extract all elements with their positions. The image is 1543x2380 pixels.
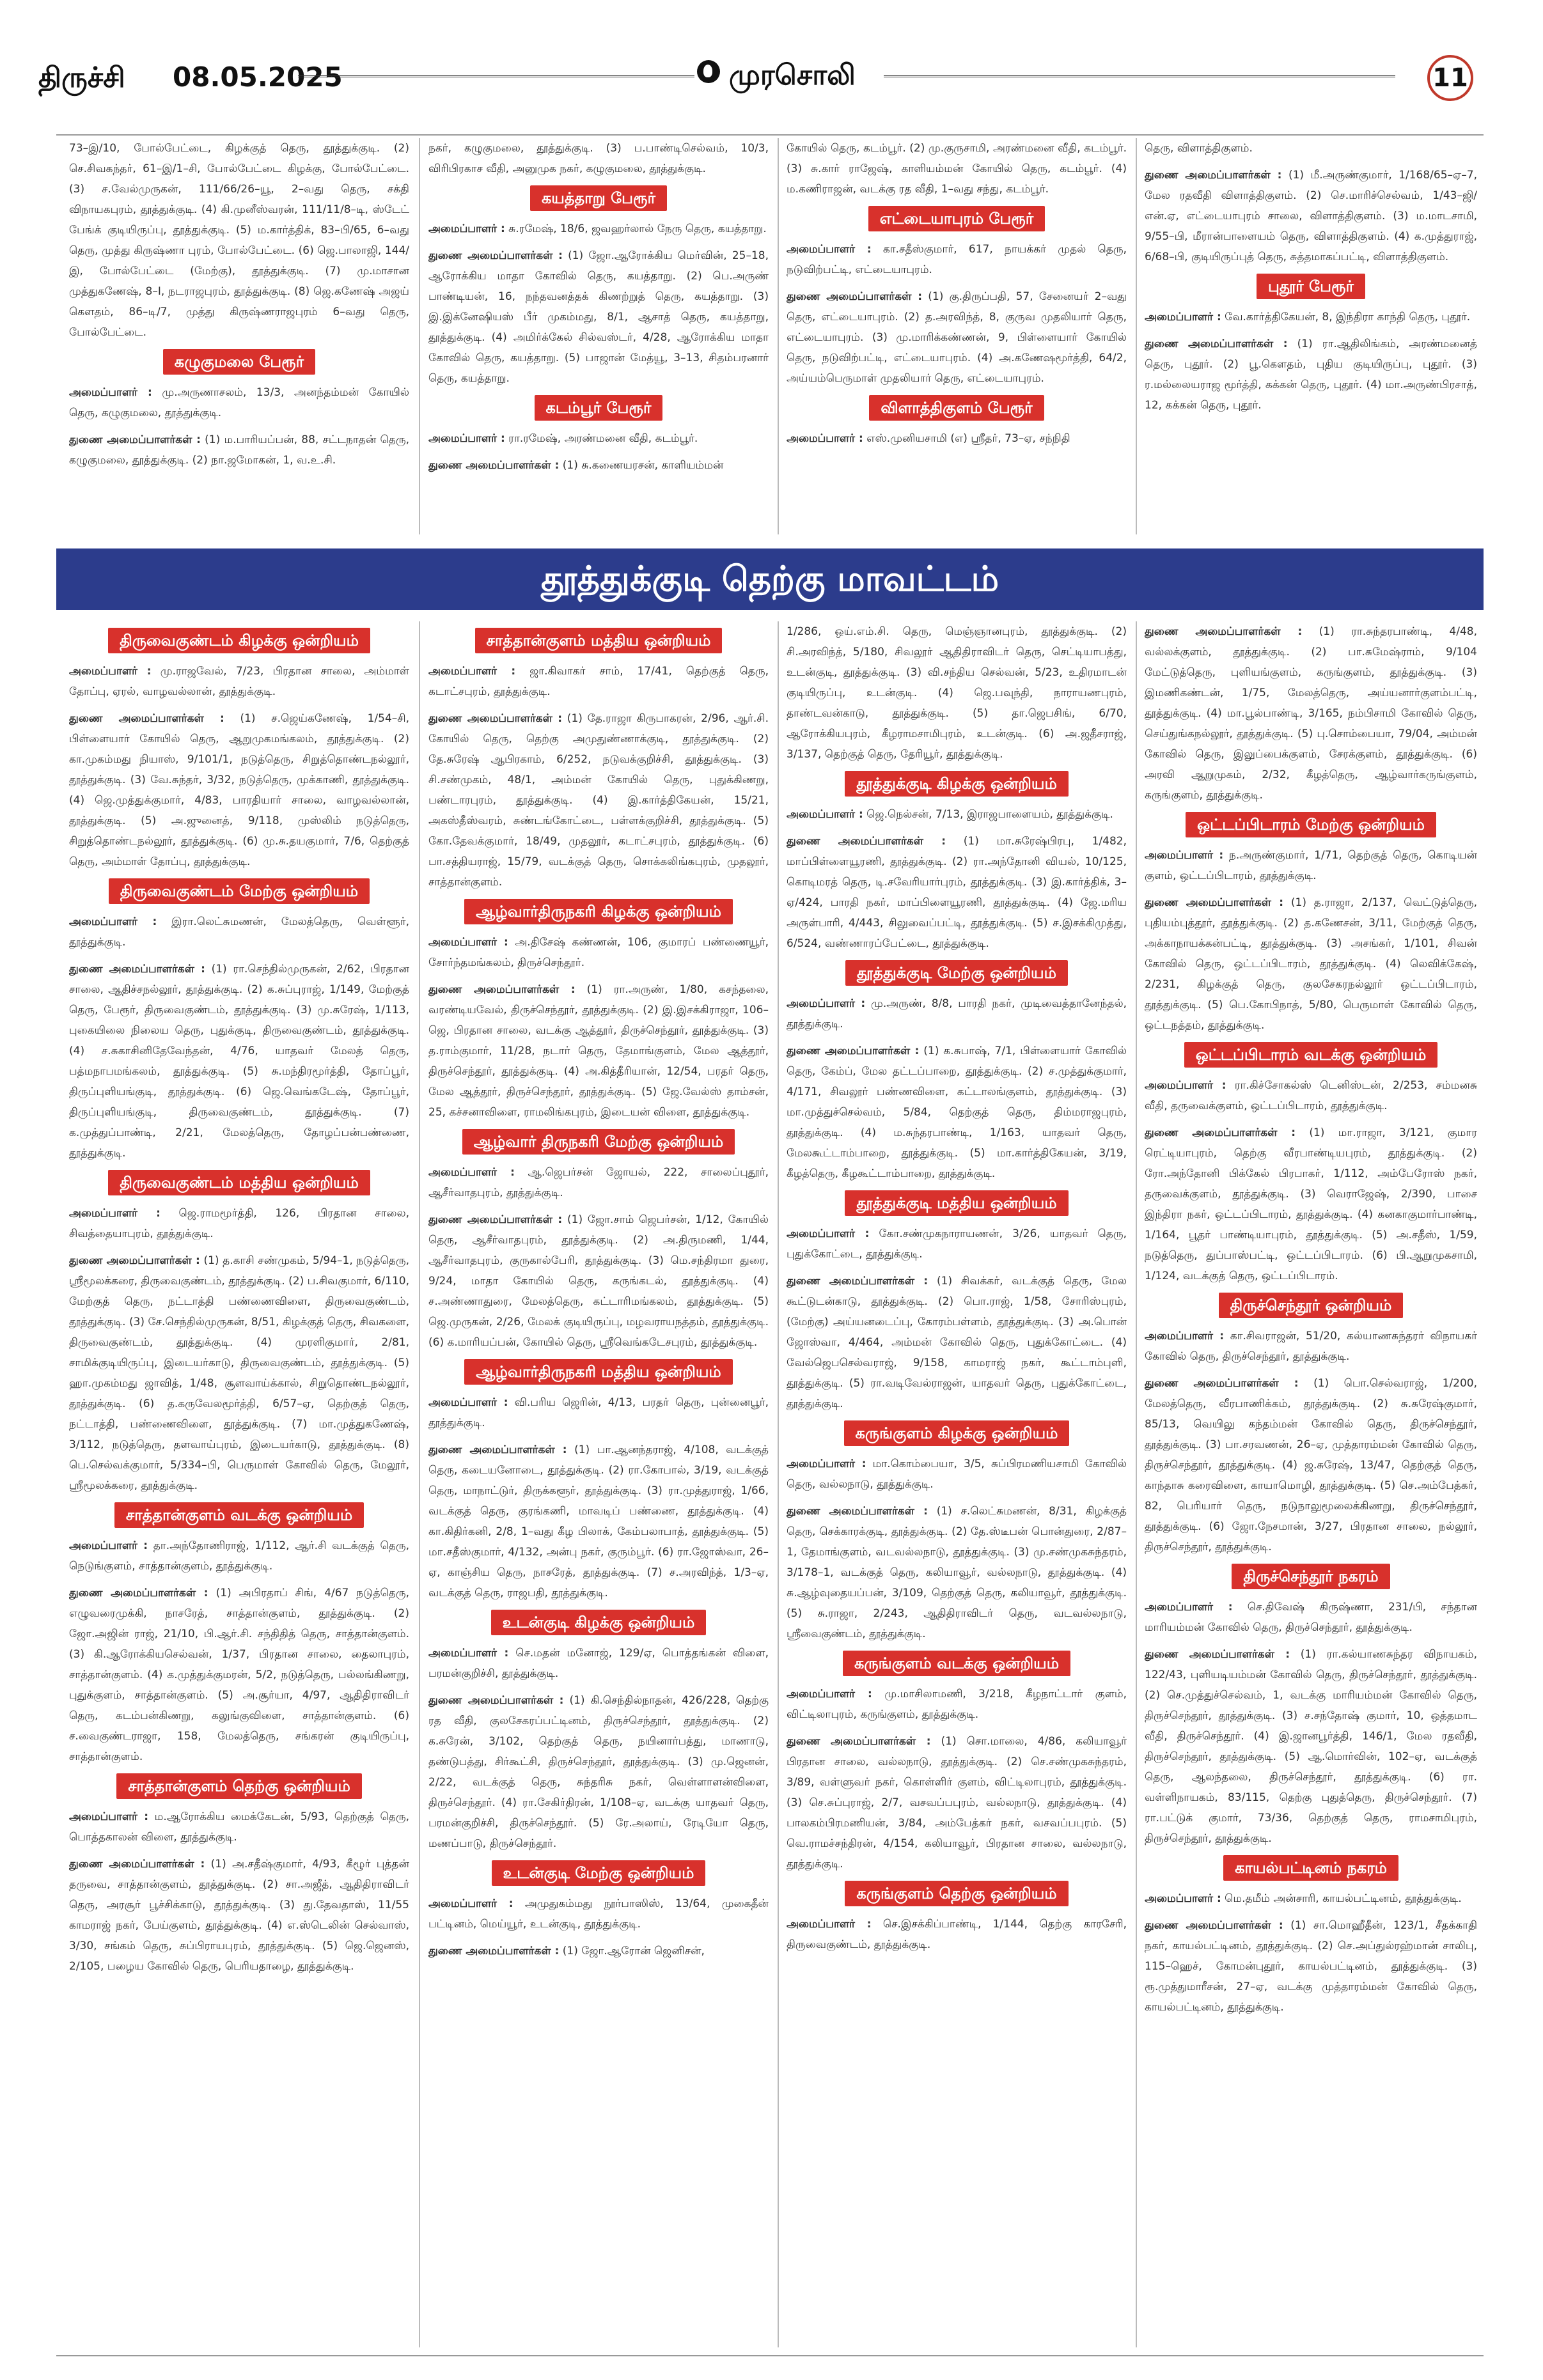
section-heading: தூத்துக்குடி மேற்கு ஒன்றியம் (845, 960, 1068, 986)
newspaper-name: முரசொலி (729, 59, 856, 91)
section-heading: திருவைகுண்டம் மத்திய ஒன்றியம் (108, 1170, 370, 1195)
role-label: துணை அமைப்பாளர்கள் : (1145, 896, 1284, 909)
role-label: துணை அமைப்பாளர்கள் : (787, 1275, 928, 1287)
article-paragraph (787, 1454, 1127, 1495)
paragraph-text: ஜா.கிவாகர் சாம், 17/41, தெற்குத் தெரு, கடாட்சபுரம், தூத்துக்குடி. (428, 665, 769, 698)
article-paragraph (428, 138, 769, 179)
article-paragraph (1145, 1373, 1477, 1557)
role-label: அமைப்பாளர் : (787, 243, 872, 256)
article-paragraph (787, 239, 1127, 280)
role-label: துணை அமைப்பாளர்கள் : (787, 1505, 928, 1518)
role-label: துணை அமைப்பாளர்கள் : (1145, 1648, 1290, 1661)
article-paragraph (787, 1684, 1127, 1725)
paragraph-text: (1) த.ராஜா, 2/137, வெட்டுத்தெரு, புதியம்புத்தூர், தூத்துக்குடி. (2) த.கணேசன், 3/11, மேற்குத் தெரு, அக்காநாயக்கன்பட்டி, தூத்துக்குடி. (3) அசங்கர், 1/101, சிவன் கோவில் தெரு, ஒட்டப்பிடாரம், தூத்துக்குடி. (4) லெவிக்கேஷ், 2/231, கிழக்குத் தெரு, குலசேகரநல்லூர் ஒட்டப்பிடாரம், தூத்துக்குடி. (5) பெ.கோபிநாத், 5/80, பெருமாள் கோவில் தெரு, ஒட்டநத்தம், தூத்துக்குடி. (1145, 896, 1477, 1032)
section-heading: எட்டையாபுரம் பேரூர் (868, 206, 1046, 231)
article-paragraph (1145, 165, 1477, 267)
top-rule (56, 134, 1484, 136)
article-paragraph (428, 1941, 769, 1961)
section-heading: கழுகுமலை பேரூர் (163, 349, 315, 375)
paragraph-text: (1) சா.மொஹீதீன், 123/1, சீதக்காதி நகர், காயல்பட்டினம், தூத்துக்குடி. (2) செ.அப்துல்ரஹ்மான் சாலிபு, 115–ஹெச், கோமன்புதூர், காயல்பட்டினம், தூத்துக்குடி. (3) ரூ.முத்துமாரீசன், 27–ஏ, வடக்கு முத்தாரம்மன் கோவில் தெரு, காயல்பட்டினம், தூத்துக்குடி. (1145, 1919, 1477, 2014)
top-column-3 (787, 138, 1127, 534)
article-paragraph (428, 1643, 769, 1684)
paragraph-text: இரா.லெட்சுமணன், மேலத்தெரு, வெள்ளூர், தூத்துக்குடி. (69, 915, 409, 949)
paragraph-text: (1) த.காசி சண்முகம், 5/94–1, நடுத்தெரு, ஸ்ரீமூலக்கரை, திருவைகுண்டம், தூத்துக்குடி. (2) ப.சிவகுமார், 6/110, மேற்குத் தெரு, நட்டாத்தி பண்ணைவிளை, திருவைகுண்டம், தூத்துக்குடி. (3) சே.செந்தில்முருகன், 8/51, கிழக்குத் தெரு, சிவகளை, திருவைகுண்டம், தூத்துக்குடி. (4) முரளிகுமார், 2/81, சாமிக்குடியிருப்பு, இடையர்காடு, திருவைகுண்டம், தூத்துக்குடி. (5) ஹா.முகம்மது ஜாவித், 1/48, சூளவாய்க்கால், சிறுதொண்டநல்லூர், தூத்துக்குடி. (6) த.கருவேலமூர்த்தி, 6/57–ஏ, தெற்குத் தெரு, நட்டாத்தி, பண்ணைவிளை, தூத்துக்குடி. (7) மா.முத்துகணேஷ், 3/112, நடுத்தெரு, தளவாய்புரம், இடையர்காடு, தூத்துக்குடி. (8) பெ.செல்வக்குமார், 5/334–பி, பெருமாள் கோவில் தெரு, மேலூர், ஸ்ரீமூலக்கரை, தூத்துக்குடி. (69, 1254, 409, 1492)
article-paragraph (1145, 1123, 1477, 1286)
masthead (0, 0, 1543, 115)
column-divider (778, 138, 779, 534)
article-paragraph (1145, 334, 1477, 416)
column-divider (778, 621, 779, 2347)
role-label: அமைப்பாளர் : (787, 1227, 870, 1240)
article-paragraph (428, 979, 769, 1123)
bottom-column-4 (1145, 621, 1477, 2347)
article-paragraph (69, 1203, 409, 1244)
article-paragraph (787, 1914, 1127, 1955)
article-paragraph (69, 912, 409, 953)
section-heading: உடன்குடி கிழக்கு ஒன்றியம் (491, 1610, 707, 1635)
role-label: துணை அமைப்பாளர்கள் : (69, 433, 201, 446)
role-label: துணை அமைப்பாளர்கள் : (428, 712, 563, 725)
paragraph-text: (1) கு.திருப்பதி, 57, சேனையர் 2–வது தெரு, எட்டையாபுரம். (2) த.அரவிந்த், 8, குருவ முதலியார் தெரு, எட்டையாபுரம். (3) மு.மாரிக்கண்ணன், 9, பிள்ளையார் கோயில் தெரு, நடுவிற்பட்டி, எட்டையாபுரம். (4) அ.கணேஷமூர்த்தி, 64/2, அய்யம்பெருமாள் முதலியார் தெரு, எட்டையாபுரம். (787, 290, 1127, 385)
paragraph-text: ரா.கிச்சோகல்ஸ் டெனிஸ்டன், 2/253, சம்மனசு வீதி, தருவைக்குளம், ஒட்டப்பிடாரம், தூத்துக்குடி. (1145, 1079, 1477, 1112)
role-label: அமைப்பாளர் : (428, 1897, 513, 1910)
role-label: அமைப்பாளர் : (69, 1539, 148, 1552)
paragraph-text: கோயில் தெரு, கடம்பூர். (2) மு.குருசாமி, அரண்மனை வீதி, கடம்பூர். (3) சு.கார் ராஜேஷ், காளியம்மன் கோயில் தெரு, கடம்பூர். (4) ம.கணிராஜன், வடக்கு ரத வீதி, 1–வது சந்து, கடம்பூர். (787, 142, 1127, 196)
article-paragraph (1145, 1915, 1477, 2018)
masthead-rule-left (298, 75, 694, 81)
edition-date: 08.05.2025 (173, 61, 343, 93)
role-label: துணை அமைப்பாளர்கள் : (428, 983, 576, 996)
section-heading: தூத்துக்குடி கிழக்கு ஒன்றியம் (845, 771, 1069, 797)
horse-logo-icon (697, 60, 720, 83)
role-label: அமைப்பாளர் : (1145, 1330, 1225, 1342)
paragraph-text: (1) ச.ஜெய்கணேஷ், 1/54–சி, பிள்ளையார் கோயில் தெரு, ஆறுமுகமங்கலம், தூத்துக்குடி. (2) கா.முகம்மது நியாஸ், 9/101/1, நடுத்தெரு, சிறுத்தொண்டநல்லூர், தூத்துக்குடி. (3) வே.சுந்தர், 3/32, நடுத்தெரு, முக்காணி, தூத்துக்குடி. (4) ஜெ.முத்துக்குமார், 4/83, பாரதியார் சாலை, வாழவல்லான், தூத்துக்குடி. (5) அ.ஜுனைத், 9/118, முஸ்லிம் நடுத்தெரு, சிறுத்தொண்டநல்லூர், தூத்துக்குடி. (6) மு.சு.தயகுமார், 7/6, தெற்குத் தெரு, அம்மாள் தோப்பு, தூத்துக்குடி. (69, 712, 409, 868)
role-label: துணை அமைப்பாளர்கள் : (1145, 1919, 1283, 1932)
article-paragraph (787, 1731, 1127, 1874)
paragraph-text: ம.ஆரோக்கிய மைக்கேடன், 5/93, தெற்குத் தெரு, பொத்தகாலன் விளை, தூத்துக்குடி. (69, 1810, 409, 1844)
paragraph-text: (1) ஜோ.ஆரோன் ஜெனிசன், (559, 1945, 705, 1957)
role-label: அமைப்பாளர் : (428, 432, 505, 445)
bottom-rule (56, 2355, 1484, 2356)
bottom-column-3 (787, 621, 1127, 2347)
column-divider (419, 621, 420, 2347)
district-banner (56, 548, 1484, 610)
section-heading: ஒட்டப்பிடாரம் வடக்கு ஒன்றியம் (1184, 1042, 1438, 1068)
section-heading: சாத்தான்குளம் தெற்கு ஒன்றியம் (116, 1773, 362, 1799)
paragraph-text: மு.அருண், 8/8, பாரதி நகர், முடிவைத்தானேந்தல், தூத்துக்குடி. (787, 997, 1127, 1031)
paragraph-text: மு.மாசிலாமணி, 3/218, கீழநாட்டார் குளம், விட்டிலாபுரம், கருங்குளம், தூத்துக்குடி. (787, 1688, 1127, 1721)
article-paragraph (69, 1536, 409, 1576)
role-label: துணை அமைப்பாளர்கள் : (787, 1735, 931, 1748)
paragraph-text: சு.ரமேஷ், 18/6, ஜவஹர்லால் நேரு தெரு, கயத்தாறு. (505, 222, 767, 235)
article-paragraph (1145, 1075, 1477, 1116)
top-column-2 (428, 138, 769, 534)
paragraph-text: ஆ.ஜெபர்சன் ஜோயல், 222, சாலைப்புதூர், ஆசீர்வாதபுரம், தூத்துக்குடி. (428, 1166, 769, 1199)
article-paragraph (69, 1807, 409, 1847)
role-label: துணை அமைப்பாளர்கள் : (1145, 625, 1303, 638)
article-paragraph (69, 1854, 409, 1977)
article-paragraph (428, 708, 769, 892)
paragraph-text: (1) அ.சதீஷ்குமார், 4/93, கீழூர் புத்தன் தருவை, சாத்தான்குளம், தூத்துக்குடி. (2) சா.அஜீத், ஆதிதிராவிடர் தெரு, அரசூர் பூச்சிக்காடு, தூத்துக்குடி. (3) து.தேவதாஸ், 11/55 காமராஜ் நகர், பேய்குளம், தூத்துக்குடி. (4) எ.ஸ்டெலின் செல்வாஸ், 3/30, சங்கம் தெரு, சுப்பிராயபுரம், தூத்துக்குடி. (5) ஜெ.ஜெனஸ், 2/105, பழைய கோவில் தெரு, பெரியதாழை, தூத்துக்குடி. (69, 1858, 409, 1973)
role-label: துணை அமைப்பாளர்கள் : (1145, 1126, 1296, 1139)
section-heading: ஆழ்வார் திருநகரி மேற்கு ஒன்றியம் (462, 1129, 735, 1155)
section-heading: சாத்தான்குளம் மத்திய ஒன்றியம் (475, 628, 723, 653)
role-label: துணை அமைப்பாளர்கள் : (1145, 169, 1282, 182)
paragraph-text: வி.பரிய ஜெரின், 4/13, பரதர் தெரு, புன்னைபூர், தூத்துக்குடி. (428, 1396, 769, 1429)
edition-city: திருச்சி (38, 61, 125, 94)
paragraph-text: (1) சிவக்கர், வடக்குத் தெரு, மேல கூட்டுடன்காடு, தூத்துக்குடி. (2) பொ.ராஜ், 1/58, சோரிஸ்புரம், (மேற்கு) அய்யனடைப்பு, கோரம்பள்ளம், தூத்துக்குடி. (3) அ.பொன் ஜோஸ்வா, 4/464, அம்மன் கோவில் தெரு, புதுக்கோட்டை. (4) வேல்ஜெபசெல்வராஜ், 9/158, காமராஜ் நகர், கூட்டாம்புளி, தூத்துக்குடி. (5) ரா.வடிவேல்ராஜன், யாதவர் தெரு, புதுக்கோட்டை, தூத்துக்குடி. (787, 1275, 1127, 1410)
article-paragraph (428, 455, 769, 476)
section-heading: காயல்பட்டினம் நகரம் (1223, 1855, 1398, 1881)
role-label: அமைப்பாளர் : (428, 1647, 509, 1660)
article-paragraph (69, 661, 409, 702)
role-label: அமைப்பாளர் : (1145, 1892, 1221, 1905)
paragraph-text: (1) சொ.மாலை, 4/86, கலியாவூர் பிரதான சாலை, வல்லநாடு, தூத்துக்குடி. (2) செ.சண்முகசுந்தரம், 3/89, வள்ளுவர் நகர், கொள்ளிர் குளம், விட்டிலாபுரம், தூத்துக்குடி. (3) செ.சுப்புராஜ், 2/7, வசவப்பபுரம், வல்லநாடு, தூத்துக்குடி. (4) பாலகம்பிரமணியன், 3/84, அம்பேத்கர் நகர், வசவப்பபுரம். (5) வெ.ராமச்சந்திரன், 4/154, கலியாவூர், பிரதான சாலை, வல்லநாடு, தூத்துக்குடி. (787, 1735, 1127, 1871)
paragraph-text: (1) கி.செந்தில்நாதன், 426/228, தெற்கு ரத வீதி, குலசேகரப்பட்டினம், திருச்செந்தூர், தூத்துக்குடி. (2) க.சுரேன், 3/102, தெற்குத் தெரு, நயினார்பத்து, மாணாடு, தண்டுபத்து, சிர்கூட்சி, திருச்செந்தூர், தூத்துக்குடி. (3) மு.ஜெனன், 2/22, வடக்குத் தெரு, சுந்தரிசு நகர், வெள்ளாளன்விளை, திருச்செந்தூர். (4) ரா.சேகிர்திரன், 1/108–ஏ, வடக்கு யாதவர் தெரு, பரமன்குறிச்சி, திருச்செந்தூர். (5) ரே.அலாய், ரேடியோ தெரு, மணப்பாடு, திருச்செந்தூர். (428, 1694, 769, 1850)
article-paragraph (69, 430, 409, 471)
article-paragraph (1145, 845, 1477, 886)
column-divider (1136, 621, 1137, 2347)
paragraph-text: தெரு, விளாத்திகுளம். (1145, 142, 1253, 155)
role-label: துணை அமைப்பாளர்கள் : (787, 835, 946, 848)
article-paragraph (428, 1392, 769, 1433)
article-paragraph (428, 1690, 769, 1854)
article-paragraph (787, 286, 1127, 389)
role-label: அமைப்பாளர் : (69, 1207, 161, 1220)
paragraph-text: (1) ச.லெட்சுமணன், 8/31, கிழக்குத் தெரு, செக்காரக்குடி, தூத்துக்குடி. (2) தே.ஸ்டீபன் பொன்துரை, 2/87–1, தேமாங்குளம், வடவல்லநாடு, தூத்துக்குடி. (3) மு.சண்முகசுந்தரம், 3/178–1, வடக்குத் தெரு, கலியாவூர், வல்லநாடு, தூத்துக்குடி. (4) சு.ஆழ்வுதையப்பன், 3/109, தெற்குத் தெரு, கலியாவூர், தூத்துக்குடி. (5) சு.ராஜா, 2/243, ஆதிதிராவிடர் தெரு, வடவல்லநாடு, ஸ்ரீவைகுண்டம், தூத்துக்குடி. (787, 1505, 1127, 1640)
section-heading: திருச்செந்தூர் நகரம் (1232, 1564, 1390, 1589)
paragraph-text: (1) ம.பாரியப்பன், 88, சட்டநாதன் தெரு, கழுகுமலை, தூத்துக்குடி. (2) நா.ஜமோகன், 1, வ.உ.சி. (69, 433, 409, 467)
section-heading: விளாத்திகுளம் பேரூர் (869, 395, 1044, 421)
role-label: அமைப்பாளர் : (1145, 1079, 1226, 1092)
bottom-column-1 (69, 621, 409, 2347)
paragraph-text: (1) பா.ஆனந்தராஜ், 4/108, வடக்குத் தெரு, கடையனோடை, தூத்துக்குடி. (2) ரா.கோபால், 3/19, வடக்குத் தெரு, மாநாட்டுர், திருக்களூர், தூத்துக்குடி. (3) ரா.முத்துராஜ், 1/66, வடக்குத் தெரு, குரங்கணி, மாவடிப் பண்ணை, தூத்துக்குடி. (4) கா.கிதிர்கனி, 2/8, 1–வது கீழ பிலாக், கேம்பலாபாத், தூத்துக்குடி. (5) மா.சதீஸ்குமார், 4/132, அன்பு நகர், குரும்பூர். (6) ரா.ஜோஸ்வா, 26–ஏ, காஞ்சிய தெரு, நாசரேத், தூத்துக்குடி. (7) ச.அரவிந்த், 1/3–ஏ, வடக்குத் தெரு, ராஜபதி, தூத்துக்குடி. (428, 1443, 769, 1599)
article-paragraph (1145, 1326, 1477, 1367)
role-label: துணை அமைப்பாளர்கள் : (69, 1858, 205, 1871)
district-title: தூத்துக்குடி தெற்கு மாவட்டம் (540, 559, 999, 599)
bottom-column-2 (428, 621, 769, 2347)
article-paragraph (787, 1041, 1127, 1184)
paragraph-text: (1) ரா.செந்தில்முருகன், 2/62, பிரதான சாலை, ஆதிச்சநல்லூர், தூத்துக்குடி. (2) க.சுப்புராஜ், 1/149, மேற்குத் தெரு, பேரூர், திருவைகுண்டம், தூத்துக்குடி. (3) மு.சுரேஷ், 1/113, புகையிலை நிலைய தெரு, புதுக்குடி, திருவைகுண்டம், தூத்துக்குடி. (4) ச.சுகாசினிதேவேந்தன், 4/76, யாதவர் மேலத் தெரு, பத்மநாபமங்கலம், தூத்துக்குடி. (5) சு.மந்திரமூர்த்தி, தோப்பூர், திருப்புளியங்குடி, தூத்துக்குடி. (6) ஜெ.வெங்கடேஷ், தோப்பூர், திருப்புளியங்குடி, திருவைகுண்டம், தூத்துக்குடி. (7) க.முத்துப்பாண்டி, 2/21, மேலத்தெரு, தோழப்பன்பண்ணை, தூத்துக்குடி. (69, 963, 409, 1160)
role-label: துணை அமைப்பாளர்கள் : (428, 249, 563, 262)
section-heading: கடம்பூர் பேரூர் (535, 395, 663, 421)
role-label: அமைப்பாளர் : (787, 1688, 872, 1700)
paragraph-text: (1) அபிரதாப் சிங், 4/67 நடுத்தெரு, எழுவரைமுக்கி, நாசரேத், சாத்தான்குளம், தூத்துக்குடி. (2) ஜோ.அஜின் ராஜ், 21/10, பி.ஆர்.சி. சந்திதித் தெரு, சாத்தான்குளம். (3) கி.ஆரோக்கியசெல்வன், 1/37, பிரதான சாலை, தைலாபுரம், சாத்தான்குளம். (4) க.முத்துக்குமரன், 5/2, நடுத்தெரு, பல்லங்கிணறு, புதுக்குளம், சாத்தான்குளம். (5) அ.சூர்யா, 4/97, ஆதிதிராவிடர் தெரு, கடம்பன்கிணறு, கலுங்குவிளை, சாத்தான்குளம். (6) ச.வைகுண்டராஜா, 158, மேலத்தெரு, சங்கரன் குடியிருப்பு, சாத்தான்குளம். (69, 1587, 409, 1763)
paragraph-text: (1) ஜோ.ஆரோக்கிய மெர்வின், 25–18, ஆரோக்கிய மாதா கோவில் தெரு, கயத்தாறு. (2) பெ.அருண் பாண்டியன், 16, நந்தவனத்தக் கிணற்றுத் தெரு, கயத்தாறு. (3) இ.இக்னேஷியஸ் பீர் முகம்மது, 8/1, ஆசாத் தெரு, கயத்தாறு, தூத்துக்குடி. (4) அமிர்க்கேல் சில்வஸ்டர், 4/28, ஆரோக்கிய மாதா கோவில் தெரு, கயத்தாறு. (5) பாஜான் மேத்யூ, 3–13, சிதம்பரனார் தெரு, கயத்தாறு. (428, 249, 769, 385)
role-label: அமைப்பாளர் : (1145, 311, 1221, 323)
role-label: அமைப்பாளர் : (69, 1810, 149, 1823)
section-heading: புதூர் பேரூர் (1257, 274, 1365, 299)
paragraph-text: தா.அந்தோணிராஜ், 1/112, ஆர்.சி வடக்குத் தெரு, நெடுங்குளம், சாத்தான்குளம், தூத்துக்குடி. (69, 1539, 409, 1573)
paragraph-text: (1) பொ.செல்வராஜ், 1/200, மேலத்தெரு, வீரபாணிக்கம், தூத்துக்குடி. (2) சு.சுரேஷ்குமார், 85/13, வெயிலு கந்தம்மன் கோவில் தெரு, திருச்செந்தூர், தூத்துக்குடி. (3) பா.சரவணன், 26–ஏ, முத்தாரம்மன் கோவில் தெரு, திருச்செந்தூர், தூத்துக்குடி. (4) ஜ.சுரேஷ், 13/47, தெற்குத் தெரு, காந்தாசு கரைவிளை, காயாமொழி, தூத்துக்குடி. (5) செ.அம்பேத்கர், 82, பெரியார் தெரு, நடுநாலுமூலைக்கிணறு, திருச்செந்தூர், தூத்துக்குடி. (6) ஜோ.நேசமான், 3/27, பிரதான சாலை, நல்லூர், திருச்செந்தூர், தூத்துக்குடி. (1145, 1377, 1477, 1553)
role-label: துணை அமைப்பாளர்கள் : (69, 1254, 200, 1267)
role-label: துணை அமைப்பாளர்கள் : (428, 1213, 563, 1226)
paragraph-text: அமுதுகம்மது நூர்பாஸிஸ், 13/64, முகைதீன் பட்டினம், மெய்யூர், உடன்குடி, தூத்துக்குடி. (428, 1897, 769, 1931)
role-label: அமைப்பாளர் : (428, 1396, 508, 1409)
article-paragraph (428, 1440, 769, 1603)
role-label: துணை அமைப்பாளர்கள் : (428, 1945, 560, 1957)
paragraph-text: (1) ரா.சுந்தரபாண்டி, 4/48, வல்லக்குளம், தூத்துக்குடி. (2) பா.சுமேஷ்ராம், 9/104 மேட்டுத்தெரு, புளியங்குளம், கருங்குளம், தூத்துக்குடி. (3) இமணிகண்டன், 1/75, மேலத்தெரு, அய்யனார்குளம்பட்டி, தூத்துக்குடி. (4) மா.பூல்பாண்டி, 3/165, நம்பிசாமி கோவில் தெரு, செய்துங்கநல்லூர், தூத்துக்குடி. (5) பு.சொம்பையா, 79/04, அம்மன் கோவில் தெரு, இலுப்பைக்குளம், சேரக்குளம், தூத்துக்குடி. (6) அரவி ஆறுமுகம், 2/32, கீழத்தெரு, ஆழ்வார்கருங்குளம், கருங்குளம், தூத்துக்குடி. (1145, 625, 1477, 802)
article-paragraph (1145, 1644, 1477, 1849)
paragraph-text: வே.கார்த்திகேயன், 8, இந்திரா காந்தி தெரு, புதூர். (1221, 311, 1471, 323)
paragraph-text: மா.கொம்பையா, 3/5, சுப்பிரமணியசாமி கோவில் தெரு, வல்லநாடு, தூத்துக்குடி. (787, 1458, 1127, 1491)
article-paragraph (69, 382, 409, 423)
role-label: அமைப்பாளர் : (1145, 1601, 1233, 1614)
section-heading: கருங்குளம் கிழக்கு ஒன்றியம் (844, 1420, 1070, 1446)
paragraph-text: ரா.ரமேஷ், அரண்மனை வீதி, கடம்பூர். (505, 432, 698, 445)
article-paragraph (787, 1501, 1127, 1644)
paragraph-text: (1) ரா.ஆதிலிங்கம், அரண்மனைத் தெரு, புதூர். (2) பூ.கௌதம், புதிய குடியிருப்பு, புதூர். (3) ர.மல்லையராஜ மூர்த்தி, கக்கன் தெரு, புதூர். (4) மா.அருண்பிரசாத், 12, கக்கன் தெரு, புதூர். (1145, 338, 1477, 412)
section-heading: கருங்குளம் தெற்கு ஒன்றியம் (845, 1881, 1068, 1906)
paragraph-text: (1) க.சுபாஷ், 7/1, பிள்ளையார் கோவில் தெரு, கேம்ப், மேல தட்டப்பாறை, தூத்துக்குடி. (2) ச.முத்துக்குமார், 4/171, சிவலூர் பண்ணவிளை, கட்டாலங்குளம், தூத்துக்குடி. (3) மா.முத்துச்செல்வம், 5/84, தெற்குத் தெரு, திம்மராஜபுரம், தூத்துக்குடி. (4) ம.சுந்தரபாண்டி, 1/163, யாதவர் தெரு, மேலகூட்டாம்பாறை, தூத்துக்குடி. (5) மா.கார்த்திகேயன், 3/19, கீழத்தெரு, கீழகூட்டாம்பாறை, தூத்துக்குடி. (787, 1045, 1127, 1180)
paragraph-text: மெ.தமீம் அன்சாரி, காயல்பட்டினம், தூத்துக்குடி. (1221, 1892, 1462, 1905)
article-paragraph (69, 959, 409, 1163)
article-paragraph (787, 831, 1127, 954)
section-heading: ஒட்டப்பிடாரம் மேற்கு ஒன்றியம் (1186, 812, 1436, 837)
article-paragraph (787, 428, 1127, 449)
paragraph-text: நகர், கழுகுமலை, தூத்துக்குடி. (3) ப.பாண்டிசெல்வம், 10/3, விரிபிரகாச வீதி, அனுமுக நகர், கழுகுமலை, தூத்துக்குடி. (428, 142, 769, 175)
role-label: அமைப்பாளர் : (1145, 849, 1224, 862)
paragraph-text: (1) தே.ராஜா கிருபாகரன், 2/96, ஆர்.சி. கோயில் தெரு, தெற்கு அமுதுண்ணாக்குடி, தூத்துக்குடி. (2) தே.சுரேஷ் ஆபிரகாம், 6/252, நடுவக்குறிச்சி, தூத்துக்குடி. (3) சி.சண்முகம், 48/1, அம்மன் கோயில் தெரு, புதுக்கிணறு, பண்டாரபுரம், தூத்துக்குடி. (4) இ.கார்த்திகேயன், 15/21, அகஸ்தீஸ்வரம், சுண்டங்கோட்டை, பள்ளக்குறிச்சி, தூத்துக்குடி. (5) கோ.தேவக்குமார், 18/49, முதலூர், கடாட்சபுரம், தூத்துக்குடி. (6) பா.சத்தியராஜ், 15/79, வடக்குத் தெரு, சொக்கலிங்கபுரம், முதலூர், சாத்தான்குளம். (428, 712, 769, 889)
paragraph-text: (1) சு.கணையரசன், காளியம்மன் (559, 459, 724, 472)
section-heading: திருவைகுண்டம் கிழக்கு ஒன்றியம் (108, 628, 370, 653)
section-heading: ஆழ்வார்திருநகரி மத்திய ஒன்றியம் (464, 1359, 732, 1385)
article-paragraph (1145, 1597, 1477, 1638)
article-paragraph (1145, 621, 1477, 805)
role-label: அமைப்பாளர் : (428, 222, 505, 235)
role-label: அமைப்பாளர் : (69, 915, 157, 928)
role-label: அமைப்பாளர் : (428, 1166, 515, 1179)
article-paragraph (69, 708, 409, 872)
article-paragraph (787, 804, 1127, 825)
article-paragraph (787, 1271, 1127, 1414)
paragraph-text: கா.சதீஸ்குமார், 617, நாயக்கர் முதல் தெரு, நடுவிற்பட்டி, எட்டையாபுரம். (787, 243, 1127, 276)
paragraph-text: செ.இசக்கிப்பாண்டி, 1/144, தெற்கு காரசேரி, திருவைகுண்டம், தூத்துக்குடி. (787, 1918, 1127, 1951)
article-paragraph (69, 1583, 409, 1767)
role-label: துணை அமைப்பாளர்கள் : (69, 963, 205, 976)
masthead-rule-right (884, 75, 1395, 81)
paragraph-text: ஜெ.நெல்சன், 7/13, இராஜபாளையம், தூத்துக்குடி. (863, 808, 1113, 821)
article-paragraph (1145, 138, 1477, 159)
role-label: துணை அமைப்பாளர்கள் : (69, 712, 224, 725)
article-paragraph (428, 219, 769, 239)
paragraph-text: 73–இ/10, போல்பேட்டை, கிழக்குத் தெரு, தூத்துக்குடி. (2) செ.சிவகந்தர், 61–இ/1–சி, போல்பேட்டை கிழக்கு, போல்பேட்டை. (3) ச.வேல்முருகன், 111/66/26–யூ, 2–வது தெரு, சக்தி விநாயகபுரம், தூத்துக்குடி. (4) கி.முனீஸ்வரன், 111/11/8–டி, ஸ்டேட் பேங்க் குடியிருப்பு, தூத்துக்குடி. (5) ம.கார்த்திக், 83–பி/65, 6–வது தெரு, முத்து கிருஷ்ணா புரம், போல்பேட்டை. (6) ஜெ.பாலாஜி, 144/இ, போல்பேட்டை (மேற்கு), தூத்துக்குடி. (7) மு.மாசான முத்துகணேஷ், 8–I, நடராஜபுரம், தூத்துக்குடி. (8) ஜெ.கணேஷ் அஜய் கௌதம், 86–டி/7, முத்து கிருஷ்ணராஜபுரம் 6–வது தெரு, போல்பேட்டை. (69, 142, 409, 339)
column-divider (419, 138, 420, 534)
article-paragraph (787, 1224, 1127, 1264)
paragraph-text: அ.திசேஷ் கண்ணன், 106, குமாரப் பண்ணையூர், சோர்ந்தமங்கலம், திருச்செந்தூர். (428, 936, 769, 969)
section-heading: திருவைகுண்டம் மேற்கு ஒன்றியம் (109, 878, 370, 904)
role-label: அமைப்பாளர் : (787, 432, 863, 445)
paragraph-text: கா.சிவராஜன், 51/20, கல்யாணசுந்தரர் விநாயகர் கோவில் தெரு, திருச்செந்தூர், தூத்துக்குடி. (1145, 1330, 1477, 1363)
article-paragraph (428, 245, 769, 389)
role-label: அமைப்பாளர் : (69, 665, 152, 678)
section-heading: உடன்குடி மேற்கு ஒன்றியம் (492, 1860, 706, 1886)
article-paragraph (69, 138, 409, 343)
paragraph-text: மு.அருணாசலம், 13/3, அனந்தம்மன் கோயில் தெரு, கழுகுமலை, தூத்துக்குடி. (69, 386, 409, 419)
top-column-4 (1145, 138, 1477, 534)
section-heading: கயத்தாறு பேரூர் (530, 185, 667, 211)
article-paragraph (428, 1162, 769, 1203)
role-label: அமைப்பாளர் : (428, 665, 516, 678)
role-label: அமைப்பாளர் : (69, 386, 152, 399)
article-paragraph (1145, 1888, 1477, 1909)
role-label: துணை அமைப்பாளர்கள் : (787, 1045, 920, 1057)
paragraph-text: எஸ்.முனியசாமி (எ) ஸ்ரீதர், 73–ஏ, சந்நிதி (863, 432, 1070, 445)
paragraph-text: (1) ஜோ.சாம் ஜெபர்சன், 1/12, கோயில் தெரு, ஆசீர்வாதபுரம், தூத்துக்குடி. (2) அ.திருமணி, 1/44, ஆசீர்வாதபுரம், குருகால்பேரி, தூத்துக்குடி. (3) மெ.சந்திரமா துரை, 9/24, மாதா கோயில் தெரு, கருங்கடல், தூத்துக்குடி. (4) ச.அண்ணாதுரை, மேலத்தெரு, கட்டாரிமங்கலம், தூத்துக்குடி. (5) ஜெ.முருகன், 2/26, மேலக் குடியிருப்பு, மழவராயநத்தம், தூத்துக்குடி. (6) க.மாரியப்பன், கோயில் தெரு, ஸ்ரீவெங்கடேசபுரம், தூத்துக்குடி. (428, 1213, 769, 1349)
role-label: துணை அமைப்பாளர்கள் : (787, 290, 923, 303)
paragraph-text: மு.ராஜவேல், 7/23, பிரதான சாலை, அம்மாள் தோப்பு, ஏரல், வாழவல்லான், தூத்துக்குடி. (69, 665, 409, 698)
role-label: அமைப்பாளர் : (787, 1458, 866, 1470)
paragraph-text: செ.திவேஷ் கிருஷ்ணா, 231/பி, சந்தான மாரியம்மன் கோவில் தெரு, திருச்செந்தூர், தூத்துக்குடி. (1145, 1601, 1477, 1634)
paragraph-text: கோ.சண்முகநாராயணன், 3/26, யாதவர் தெரு, புதுக்கோட்டை, தூத்துக்குடி. (787, 1227, 1127, 1261)
role-label: துணை அமைப்பாளர்கள் : (428, 459, 560, 472)
article-paragraph (787, 993, 1127, 1034)
section-heading: கருங்குளம் வடக்கு ஒன்றியம் (843, 1651, 1070, 1676)
role-label: துணை அமைப்பாளர்கள் : (428, 1694, 564, 1707)
article-paragraph (428, 1209, 769, 1353)
column-divider (1136, 138, 1137, 534)
role-label: துணை அமைப்பாளர்கள் : (69, 1587, 208, 1599)
paragraph-text: (1) மீ.அருண்குமார், 1/168/65–ஏ–7, மேல ரதவீதி விளாத்திகுளம். (2) செ.மாரிச்செல்வம், 1/43–ஜி/என்.ஏ, எட்டையாபுரம் சாலை, விளாத்திகுளம். (3) ம.மாடசாமி, 9/55–பி, மீரான்பாளையம் தெரு, விளாத்திகுளம். (4) க.முத்துராஜ், 6/68–பி, குடியிருப்புத் தெரு, சுத்தமாகப்பட்டி, விளாத்திகுளம். (1145, 169, 1477, 263)
article-paragraph (1145, 892, 1477, 1036)
article-paragraph (428, 932, 769, 973)
article-paragraph (428, 661, 769, 702)
paragraph-text: ந.அருண்குமார், 1/71, தெற்குத் தெரு, கொடியன் குளம், ஒட்டப்பிடாரம், தூத்துக்குடி. (1145, 849, 1477, 882)
role-label: துணை அமைப்பாளர்கள் : (428, 1443, 567, 1456)
role-label: துணை அமைப்பாளர்கள் : (1145, 1377, 1299, 1390)
role-label: அமைப்பாளர் : (787, 997, 866, 1010)
section-heading: சாத்தான்குளம் வடக்கு ஒன்றியம் (114, 1502, 364, 1528)
paragraph-text: செ.மதன் மனோஜ், 129/ஏ, பொத்தங்கன் விளை, பரமன்குறிச்சி, தூத்துக்குடி. (428, 1647, 769, 1680)
paragraph-text: 1/286, ஒய்.எம்.சி. தெரு, மெஞ்ஞானபுரம், தூத்துக்குடி. (2) சி.அரவிந்த், 5/180, சிவலூர் ஆதிதிராவிடர் தெரு, செட்டியாபத்து, உடன்குடி, தூத்துக்குடி. (3) வி.சந்திய செல்வன், 5/23, உதிரமாடன் குடியிருப்பு, உடன்குடி. (4) ஜெ.பவுந்தி, நாராயணபுரம், தாண்டவன்காடு, தூத்துக்குடி. (5) தா.ஜெபசிங், 6/70, ஆரோக்கியபுரம், கீழராமசாமிபுரம், உடன்குடி. (6) அ.ஜதீசராஜ், 3/137, தெற்குத் தெரு, தேரியூர், தூத்துக்குடி. (787, 625, 1127, 761)
paragraph-text: (1) ரா.அருண், 1/80, கசந்தலை, வரண்டியவேல், திருச்செந்தூர், தூத்துக்குடி. (2) இ.இசக்கிராஜா, 106–ஜெ, பிரதான சாலை, வடக்கு ஆத்தூர், திருச்செந்தூர், தூத்துக்குடி. (3) த.ராம்குமார், 11/28, நடார் தெரு, தேமாங்குளம், மேல ஆத்தூர், திருச்செந்தூர், தூத்துக்குடி. (4) அ.கித்தீரியான், 12/54, பரதர் தெரு, மேல ஆத்தூர், திருச்செந்தூர், தூத்துக்குடி. (5) ஜே.வேல்ஸ் தாம்சன், 25, கச்சனாவிளை, ராமலிங்கபுரம், இடையன் விளை, தூத்துக்குடி. (428, 983, 769, 1119)
page-number: 11 (1427, 55, 1473, 101)
top-column-1 (69, 138, 409, 534)
paragraph-text: (1) மா.சுரேஷ்பிரபு, 1/482, மாப்பிள்ளையூரணி, தூத்துக்குடி. (2) ரா.அந்தோனி வியல், 10/125, கொடிமரத் தெரு, டி.சவேரியார்புரம், தூத்துக்குடி. (3) இ.கார்த்திக், 3–ஏ/424, பாரதி நகர், மாப்பிளையூரணி, தூத்துக்குடி. (4) ஜே.மரிய அருள்பாரி, 4/443, சிலுவைப்பட்டி, தூத்துக்குடி. (5) ச.இசக்கிமுத்து, 6/524, வண்ணாரப்பேட்டை, தூத்துக்குடி. (787, 835, 1127, 950)
article-paragraph (69, 1250, 409, 1496)
section-heading: திருச்செந்தூர் ஒன்றியம் (1219, 1293, 1404, 1318)
paragraph-text: (1) மா.ராஜா, 3/121, குமார ரெட்டியாபுரம், தெற்கு வீரபாண்டியபுரம், தூத்துக்குடி. (2) ரோ.அந்தோனி பிக்கேல் பிரபாகர், 1/112, அம்பேரோஸ் நகர், தருவைக்குளம், தூத்துக்குடி. (3) வெராஜேஷ், 2/390, பாசை இந்திரா நகர், ஒட்டப்பிடாரம், தூத்துக்குடி. (4) கனகாகுமார்பாண்டி, 1/164, பூதர் பாண்டியாபுரம், தூத்துக்குடி. (5) அ.சதீஸ், 1/59, நடுத்தெரு, துப்பாஸ்பட்டி, ஒட்டப்பிடாரம். (6) பி.ஆறுமுகசாமி, 1/124, வடக்குத் தெரு, ஒட்டப்பிடாரம். (1145, 1126, 1477, 1282)
paragraph-text: (1) ரா.கல்யாணசுந்தர விநாயகம், 122/43, புளியடியம்மன் கோவில் தெரு, திருச்செந்தூர், தூத்துக்குடி. (2) செ.முத்துச்செல்வம், 1, வடக்கு மாரியம்மன் கோவில் தெரு, திருச்செந்தூர், தூத்துக்குடி. (3) ச.சந்தோஷ் குமார், 10, ஒத்தமாட வீதி, திருச்செந்தூர். (4) இ.ஜானபூர்த்தி, 146/1, மேல ரதவீதி, திருச்செந்தூர், தூத்துக்குடி. (5) ஆ.மொர்வின், 102–ஏ, வடக்குத் தெரு, ஆலந்தலை, திருச்செந்தூர், தூத்துக்குடி. (6) ரா. வள்ளிநாயகம், 83/115, தெற்கு புதுத்தெரு, திருச்செந்தூர். (7) ரா.பட்டுக் குமார், 73/36, தெற்குத் தெரு, ராமசாமிபுரம், திருச்செந்தூர், தூத்துக்குடி. (1145, 1648, 1477, 1845)
section-heading: ஆழ்வார்திருநகரி கிழக்கு ஒன்றியம் (464, 899, 733, 924)
role-label: அமைப்பாளர் : (787, 808, 863, 821)
paragraph-text: ஜெ.ராமமூர்த்தி, 126, பிரதான சாலை, சிவத்தையாபுரம், தூத்துக்குடி. (69, 1207, 409, 1240)
article-paragraph (428, 428, 769, 449)
role-label: அமைப்பாளர் : (428, 936, 508, 949)
section-heading: தூத்துக்குடி மத்திய ஒன்றியம் (845, 1190, 1068, 1216)
article-paragraph (428, 1894, 769, 1934)
article-paragraph (1145, 307, 1477, 327)
role-label: துணை அமைப்பாளர்கள் : (1145, 338, 1288, 350)
article-paragraph (787, 621, 1127, 765)
role-label: அமைப்பாளர் : (787, 1918, 872, 1931)
article-paragraph (787, 138, 1127, 199)
